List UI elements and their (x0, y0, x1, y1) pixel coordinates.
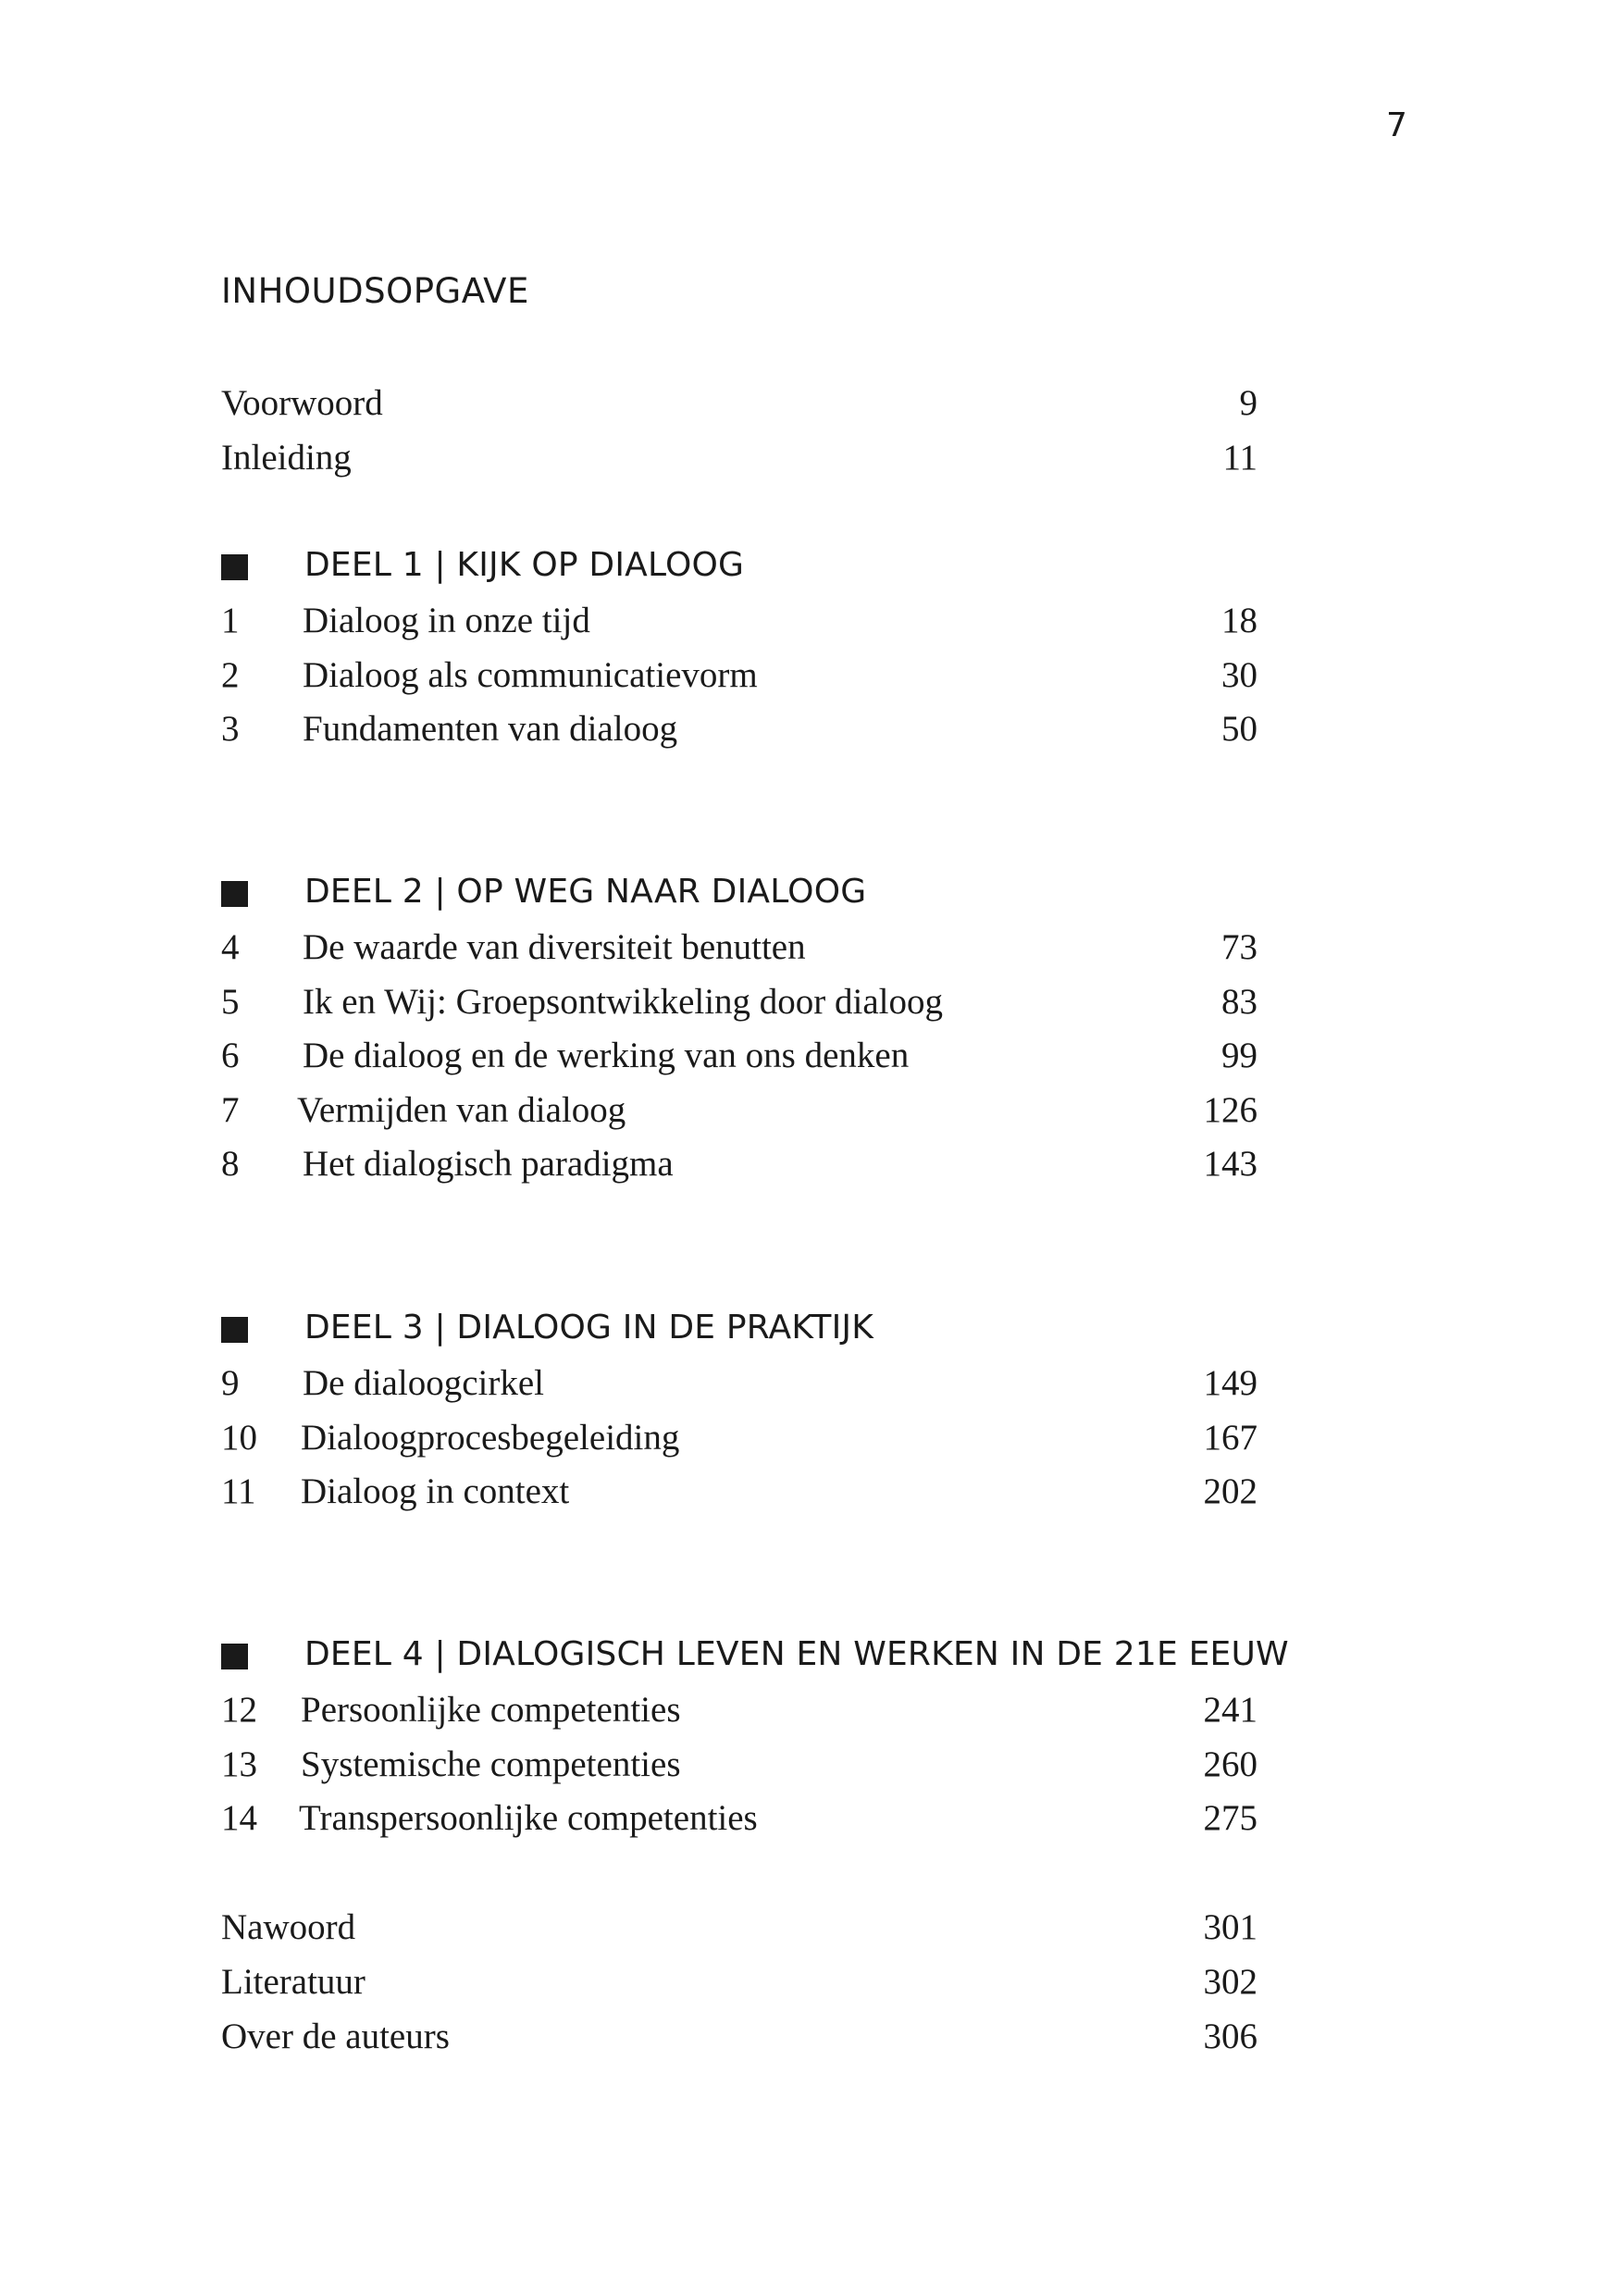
chapter-title: Vermijden van dialoog (297, 1090, 626, 1130)
part-heading-2[interactable] (221, 869, 1276, 915)
square-bullet-icon (221, 554, 248, 580)
toc-chapter-5[interactable] (221, 979, 1258, 1025)
part-title: DEEL 4 | DIALOGISCH LEVEN EN WERKEN IN DE 21E EEUW (304, 1635, 1289, 1673)
toc-chapter-10[interactable] (221, 1415, 1258, 1461)
chapter-title: Transpersoonlijke competenties (299, 1798, 758, 1838)
chapter-title: Fundamenten van dialoog (303, 709, 678, 749)
toc-chapter-7[interactable] (221, 1087, 1258, 1134)
chapter-number: 14 (221, 1798, 257, 1838)
chapter-number: 10 (221, 1418, 257, 1458)
chapter-page: 241 (1203, 1690, 1258, 1730)
part-heading-4[interactable] (221, 1632, 1289, 1678)
entry-label: Inleiding (221, 438, 352, 478)
chapter-page: 83 (1221, 982, 1258, 1022)
chapter-page: 99 (1221, 1036, 1258, 1075)
toc-entry-inleiding[interactable] (221, 435, 1258, 481)
chapter-number: 2 (221, 655, 240, 695)
entry-page: 306 (1203, 2017, 1258, 2056)
toc-chapter-1[interactable] (221, 598, 1258, 644)
toc-chapter-11[interactable] (221, 1469, 1258, 1515)
chapter-title: Ik en Wij: Groepsontwikkeling door dialoog (303, 982, 944, 1022)
chapter-number: 9 (221, 1363, 240, 1403)
chapter-number: 1 (221, 601, 240, 640)
toc-entry-literatuur[interactable] (221, 1959, 1258, 2005)
chapter-title: Dialoog als communicatievorm (303, 655, 758, 695)
chapter-page: 275 (1203, 1798, 1258, 1838)
toc-chapter-12[interactable] (221, 1687, 1258, 1733)
chapter-title: Systemische competenties (301, 1744, 681, 1784)
chapter-title: De dialoog en de werking van ons denken (303, 1036, 910, 1075)
toc-entry-nawoord[interactable] (221, 1905, 1258, 1951)
toc-entry-voorwoord[interactable] (221, 380, 1258, 427)
chapter-title: Dialoog in onze tijd (303, 601, 590, 640)
toc-chapter-14[interactable] (221, 1795, 1258, 1842)
toc-chapter-9[interactable] (221, 1360, 1258, 1407)
entry-label: Voorwoord (221, 383, 383, 423)
toc-chapter-2[interactable] (221, 652, 1258, 699)
part-title: DEEL 2 | OP WEG NAAR DIALOOG (304, 873, 867, 911)
chapter-number: 8 (221, 1144, 240, 1184)
page-number: 7 (1386, 106, 1407, 144)
chapter-page: 18 (1221, 601, 1258, 640)
entry-label: Nawoord (221, 1907, 356, 1947)
chapter-title: Dialoogprocesbegeleiding (301, 1418, 680, 1458)
entry-page: 11 (1222, 438, 1258, 478)
chapter-number: 3 (221, 709, 240, 749)
part-title: DEEL 3 | DIALOOG IN DE PRAKTIJK (304, 1309, 874, 1347)
square-bullet-icon (221, 1644, 248, 1669)
entry-page: 9 (1239, 383, 1258, 423)
chapter-number: 5 (221, 982, 240, 1022)
toc-title: INHOUDSOPGAVE (221, 271, 529, 311)
chapter-page: 143 (1203, 1144, 1258, 1184)
toc-chapter-6[interactable] (221, 1033, 1258, 1079)
chapter-number: 6 (221, 1036, 240, 1075)
chapter-page: 126 (1203, 1090, 1258, 1130)
chapter-page: 167 (1203, 1418, 1258, 1458)
square-bullet-icon (221, 881, 248, 907)
chapter-page: 30 (1221, 655, 1258, 695)
chapter-title: Het dialogisch paradigma (303, 1144, 674, 1184)
toc-chapter-4[interactable] (221, 925, 1258, 971)
chapter-page: 149 (1203, 1363, 1258, 1403)
part-heading-3[interactable] (221, 1305, 1276, 1351)
toc-chapter-3[interactable] (221, 706, 1258, 752)
chapter-title: Persoonlijke competenties (301, 1690, 681, 1730)
entry-label: Over de auteurs (221, 2017, 450, 2056)
part-heading-1[interactable] (221, 542, 1276, 589)
chapter-number: 4 (221, 927, 240, 967)
square-bullet-icon (221, 1317, 248, 1343)
part-title: DEEL 1 | KIJK OP DIALOOG (304, 546, 745, 584)
entry-label: Literatuur (221, 1962, 365, 2002)
chapter-page: 50 (1221, 709, 1258, 749)
toc-chapter-13[interactable] (221, 1742, 1258, 1788)
entry-page: 301 (1203, 1907, 1258, 1947)
chapter-page: 260 (1203, 1744, 1258, 1784)
chapter-page: 73 (1221, 927, 1258, 967)
chapter-title: Dialoog in context (301, 1471, 570, 1511)
chapter-page: 202 (1203, 1471, 1258, 1511)
chapter-number: 12 (221, 1690, 257, 1730)
toc-entry-over-de-auteurs[interactable] (221, 2014, 1258, 2060)
toc-chapter-8[interactable] (221, 1141, 1258, 1187)
chapter-number: 11 (221, 1471, 256, 1511)
chapter-title: De dialoogcirkel (303, 1363, 544, 1403)
chapter-number: 13 (221, 1744, 257, 1784)
chapter-title: De waarde van diversiteit benutten (303, 927, 806, 967)
entry-page: 302 (1203, 1962, 1258, 2002)
chapter-number: 7 (221, 1090, 240, 1130)
